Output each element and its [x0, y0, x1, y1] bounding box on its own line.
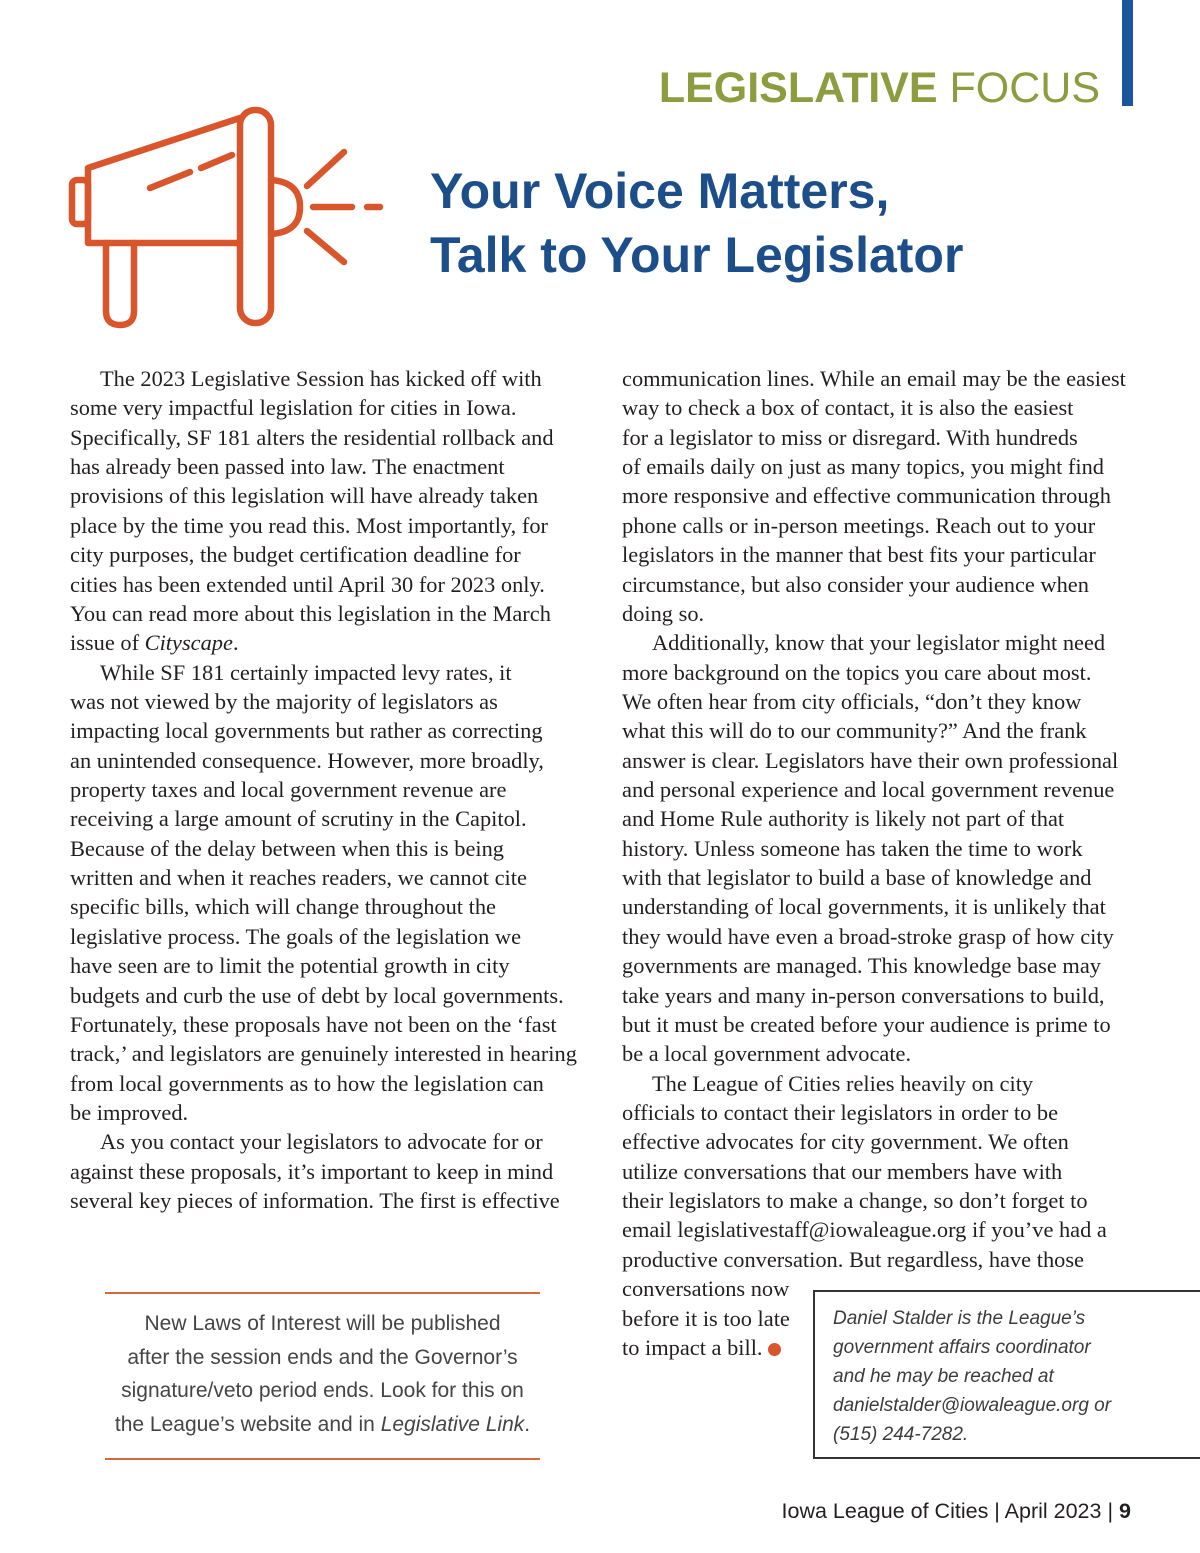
bio-text-line: [833, 1304, 1200, 1333]
paragraph: [622, 628, 1192, 1068]
text-segment: written and when it reaches readers, we cannot cite: [70, 865, 527, 891]
text-segment: .: [524, 1412, 531, 1436]
text-segment: has already been passed into law. The enactment: [70, 454, 505, 480]
callout-text-line: [105, 1341, 540, 1375]
body-text-line: [622, 511, 1192, 540]
section-label-regular: FOCUS: [949, 64, 1100, 112]
body-text-line: [70, 364, 610, 393]
text-segment: be a local government advocate.: [622, 1041, 912, 1067]
text-segment: way to check a box of contact, it is also the easiest: [622, 395, 1074, 421]
body-text-line: [622, 1098, 1192, 1127]
text-segment: government affairs coordinator: [833, 1337, 1091, 1358]
body-text-line: [622, 1039, 1192, 1068]
body-text-line: [622, 922, 1192, 951]
text-segment: The League of Cities relies heavily on city: [652, 1070, 1034, 1096]
page-footer: [782, 1496, 1131, 1526]
bio-text-line: [833, 1362, 1200, 1391]
body-text-line: [622, 1127, 1192, 1156]
body-text-line: [622, 834, 1192, 863]
text-segment: We often hear from city officials, “don’t they know: [622, 688, 1082, 714]
paragraph: [70, 1127, 610, 1215]
text-segment: of emails daily on just as many topics, you might find: [622, 454, 1104, 480]
text-segment: be improved.: [70, 1099, 189, 1125]
body-text-line: [622, 981, 1192, 1010]
body-text-line: [622, 1069, 1192, 1098]
text-segment: officials to contact their legislators in order to be: [622, 1099, 1059, 1125]
body-text-line: [70, 1127, 610, 1156]
bio-text-line: [833, 1333, 1200, 1362]
body-text-line: [70, 599, 610, 628]
text-segment: Daniel Stalder is the League’s: [833, 1308, 1086, 1329]
text-segment: danielstalder@iowaleague.org or: [833, 1395, 1112, 1416]
text-segment: communication lines. While an email may be the easiest: [622, 366, 1126, 391]
italic-text: Legislative Link: [380, 1412, 525, 1436]
text-segment: issue of: [70, 630, 145, 656]
body-text-line: [70, 570, 610, 599]
text-segment: to impact a bill.: [622, 1334, 763, 1360]
page-number: 9: [1119, 1499, 1131, 1523]
text-segment: with that legislator to build a base of knowledge and: [622, 865, 1092, 891]
text-segment: impacting local governments but rather as correcting: [70, 718, 543, 744]
body-text-line: [622, 1215, 1192, 1244]
text-segment: signature/veto period ends. Look for this on: [121, 1379, 524, 1402]
text-segment: cities has been extended until April 30 for 2023 only.: [70, 571, 545, 597]
text-segment: Additionally, know that your legislator might need: [652, 630, 1106, 656]
text-segment: conversations now: [622, 1276, 790, 1302]
text-segment: Because of the delay between when this is being: [70, 835, 504, 861]
text-segment: and Home Rule authority is likely not part of that: [622, 806, 1065, 832]
text-segment: Fortunately, these proposals have not been on the ‘fast: [70, 1011, 557, 1037]
body-text-line: [622, 481, 1192, 510]
body-text-line: [622, 393, 1192, 422]
body-text-line: [70, 922, 610, 951]
body-text-line: [70, 658, 610, 687]
text-segment: legislators in the manner that best fits your particular: [622, 542, 1096, 568]
end-mark-icon: [768, 1343, 781, 1356]
text-segment: and he may be reached at: [833, 1366, 1054, 1387]
bio-text-line: [833, 1420, 1200, 1449]
text-segment: several key pieces of information. The first is effective: [70, 1188, 560, 1214]
text-segment: against these proposals, it’s important to keep in mind: [70, 1158, 554, 1184]
body-text-line: [622, 863, 1192, 892]
text-segment: the League’s website and in: [114, 1412, 381, 1436]
text-segment: their legislators to make a change, so don’t forget to: [622, 1188, 1088, 1214]
body-text-line: [622, 540, 1192, 569]
section-label-bold: LEGISLATIVE: [658, 64, 938, 112]
text-segment: more responsive and effective communication through: [622, 483, 1111, 509]
text-segment: take years and many in-person conversations to build,: [622, 982, 1105, 1008]
text-segment: specific bills, which will change throughout the: [70, 894, 496, 920]
body-text-line: [70, 540, 610, 569]
body-text-line: [622, 951, 1192, 980]
paragraph: [70, 364, 610, 658]
body-text-line: [622, 452, 1192, 481]
text-segment: before it is too late: [622, 1305, 790, 1331]
body-text-line: [70, 863, 610, 892]
text-segment: budgets and curb the use of debt by local governments.: [70, 982, 564, 1008]
body-text-line: [70, 1069, 610, 1098]
text-segment: governments are managed. This knowledge base may: [622, 953, 1101, 979]
text-segment: from local governments as to how the legislation can: [70, 1070, 544, 1096]
text-segment: provisions of this legislation will have already taken: [70, 483, 539, 509]
body-text-line: [70, 1010, 610, 1039]
body-text-line: [622, 364, 1192, 393]
paragraph: [70, 658, 610, 1128]
body-text-line: [622, 599, 1192, 628]
body-text-line: [70, 687, 610, 716]
body-text-line: [70, 716, 610, 745]
text-segment: what this will do to our community?” And the frank: [622, 718, 1087, 744]
text-segment: productive conversation. But regardless, have those: [622, 1246, 1084, 1272]
text-segment: effective advocates for city government. We often: [622, 1129, 1069, 1155]
text-segment: property taxes and local government revenue are: [70, 777, 507, 803]
bio-text-line: [833, 1391, 1200, 1420]
text-segment: for a legislator to miss or disregard. With hundreds: [622, 424, 1078, 450]
text-segment: and personal experience and local government revenue: [622, 777, 1115, 803]
callout-box: [105, 1292, 540, 1460]
text-segment: circumstance, but also consider your audience when: [622, 571, 1089, 597]
body-text-line: [70, 423, 610, 452]
section-label: [658, 64, 1100, 112]
article-column-left: [70, 364, 610, 1215]
paragraph: [622, 364, 1192, 628]
author-bio-box: [813, 1290, 1200, 1459]
body-text-line: [70, 511, 610, 540]
text-segment: phone calls or in-person meetings. Reach out to your: [622, 512, 1096, 538]
body-text-line: [622, 1157, 1192, 1186]
text-segment: email legislativestaff@iowaleague.org if you’ve had a: [622, 1217, 1107, 1243]
body-text-line: [70, 481, 610, 510]
body-text-line: [70, 393, 610, 422]
text-segment: more background on the topics you care about most.: [622, 659, 1092, 685]
text-segment: city purposes, the budget certification deadline for: [70, 542, 521, 568]
body-text-line: [70, 892, 610, 921]
body-text-line: [70, 746, 610, 775]
body-text-line: [622, 775, 1192, 804]
callout-text-line: [105, 1408, 540, 1442]
text-segment: doing so.: [622, 600, 705, 626]
text-segment: understanding of local governments, it is unlikely that: [622, 894, 1106, 920]
text-segment: answer is clear. Legislators have their own professional: [622, 747, 1119, 773]
text-segment: some very impactful legislation for cities in Iowa.: [70, 395, 517, 421]
callout-text-line: [105, 1307, 540, 1341]
body-text-line: [622, 570, 1192, 599]
body-text-line: [622, 423, 1192, 452]
text-segment: You can read more about this legislation in the March: [70, 600, 551, 626]
body-text-line: [70, 452, 610, 481]
body-text-line: [622, 658, 1192, 687]
body-text-line: [622, 1010, 1192, 1039]
body-text-line: [70, 951, 610, 980]
body-text-line: [70, 804, 610, 833]
body-text-line: [622, 892, 1192, 921]
text-segment: receiving a large amount of scrutiny in the Capitol.: [70, 806, 527, 832]
text-segment: an unintended consequence. However, more broadly,: [70, 747, 544, 773]
body-text-line: [622, 746, 1192, 775]
text-segment: .: [232, 630, 239, 656]
body-text-line: [70, 834, 610, 863]
italic-text: Cityscape: [144, 630, 233, 656]
title-line-1: Your Voice Matters,: [430, 163, 890, 219]
text-segment: (515) 244-7282.: [833, 1424, 969, 1445]
text-segment: history. Unless someone has taken the time to work: [622, 835, 1083, 861]
body-text-line: [622, 716, 1192, 745]
text-segment: While SF 181 certainly impacted levy rates, it: [100, 659, 512, 685]
body-text-line: [70, 1039, 610, 1068]
body-text-line: [622, 1186, 1192, 1215]
footer-running-text: Iowa League of Cities | April 2023 |: [781, 1499, 1114, 1523]
body-text-line: [70, 981, 610, 1010]
megaphone-body: [72, 110, 300, 325]
body-text-line: [622, 1245, 1192, 1274]
article-title: [430, 159, 963, 287]
text-segment: was not viewed by the majority of legislators as: [70, 688, 498, 714]
text-segment: New Laws of Interest will be published: [144, 1312, 501, 1335]
text-segment: have seen are to limit the potential growth in city: [70, 953, 510, 979]
body-text-line: [70, 1186, 610, 1215]
text-segment: legislative process. The goals of the legislation we: [70, 923, 522, 949]
megaphone-icon: [0, 0, 400, 340]
body-text-line: [70, 1098, 610, 1127]
accent-bar: [1122, 0, 1133, 106]
text-segment: track,’ and legislators are genuinely interested in hearing: [70, 1041, 577, 1067]
sound-waves-icon: [307, 152, 380, 262]
text-segment: utilize conversations that our members have with: [622, 1158, 1063, 1184]
body-text-line: [622, 628, 1192, 657]
text-segment: but it must be created before your audience is prime to: [622, 1011, 1111, 1037]
text-segment: Specifically, SF 181 alters the residential rollback and: [70, 424, 554, 450]
article-column-right: [622, 364, 1192, 1362]
callout-text-line: [105, 1374, 540, 1408]
title-line-2: Talk to Your Legislator: [430, 227, 964, 283]
body-text-line: [622, 804, 1192, 833]
body-text-line: [622, 687, 1192, 716]
text-segment: place by the time you read this. Most importantly, for: [70, 512, 548, 538]
text-segment: after the session ends and the Governor’s: [127, 1345, 518, 1369]
body-text-line: [70, 775, 610, 804]
text-segment: they would have even a broad-stroke grasp of how city: [622, 923, 1114, 949]
body-text-line: [70, 1157, 610, 1186]
text-segment: As you contact your legislators to advocate for or: [100, 1129, 543, 1155]
body-text-line: [70, 628, 610, 657]
text-segment: The 2023 Legislative Session has kicked off with: [100, 366, 542, 391]
